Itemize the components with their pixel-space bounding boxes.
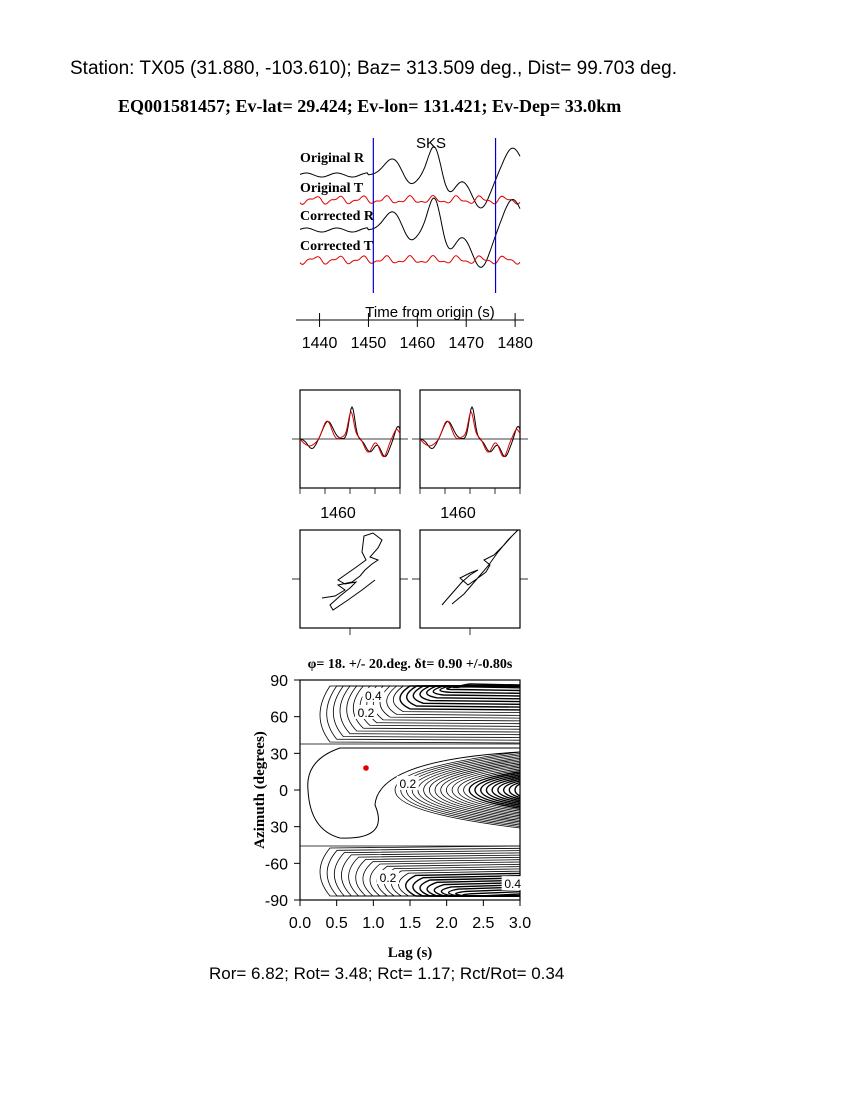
phase-label-sks: SKS [415, 135, 447, 152]
azimuth-tick-label: 30 [270, 746, 288, 764]
splitting-contour [252, 657, 531, 961]
lag-tick-label: 0.0 [288, 915, 312, 932]
particle-motion-trace [322, 533, 382, 610]
contour-line [460, 684, 520, 686]
lag-tick-label: 3.0 [508, 915, 532, 932]
waveform-panel [296, 135, 533, 352]
lag-tick-label: 1.0 [362, 915, 385, 932]
ratio-summary: Ror= 6.82; Rot= 3.48; Rct= 1.17; Rct/Rot= 0.34 [209, 964, 565, 983]
particle-motion-frame [300, 530, 400, 628]
comparison-transverse-trace [300, 412, 400, 457]
contour-value-label: 0.2 [399, 776, 417, 791]
contour-value-label: 0.4 [364, 688, 382, 703]
azimuth-tick-label: 90 [270, 673, 288, 690]
contour-value-label: 0.2 [357, 706, 375, 720]
particle-motion [292, 530, 528, 635]
lag-tick-label: 2.5 [472, 915, 495, 932]
contour-title: φ= 18. +/- 20.deg. δt= 0.90 +/-0.80s [307, 657, 513, 672]
trace-transverse [300, 256, 520, 265]
azimuth-tick-label: -90 [264, 893, 288, 910]
trace-label: Corrected R [300, 209, 374, 224]
time-tick-label: 1460 [399, 335, 436, 352]
trace-label: Original T [300, 181, 364, 196]
trace-label: Original R [300, 151, 365, 166]
azimuth-axis-label: Azimuth (degrees) [252, 731, 268, 849]
time-tick-label: 1450 [350, 335, 387, 352]
particle-motion-trace [442, 530, 518, 605]
waveform-comparison [292, 390, 528, 522]
azimuth-tick-label: -60 [264, 856, 288, 874]
lag-axis-label: Lag (s) [387, 945, 433, 961]
time-tick-label: 1470 [448, 335, 485, 352]
azimuth-tick-label: 0 [279, 783, 288, 800]
lag-tick-label: 1.5 [398, 915, 422, 932]
trace-label: Corrected T [300, 239, 373, 254]
best-fit-point [363, 765, 369, 771]
azimuth-tick-label: 60 [270, 709, 288, 727]
comparison-tick-label: 1460 [440, 505, 476, 522]
time-axis-label: Time from origin (s) [365, 304, 495, 321]
contour-line [515, 784, 520, 796]
comparison-transverse-trace [420, 412, 520, 457]
contour-value-label: 0.4 [504, 877, 522, 892]
azimuth-tick-label: 30 [270, 819, 288, 837]
time-tick-label: 1440 [301, 335, 338, 352]
lag-tick-label: 0.5 [325, 915, 348, 932]
time-tick-label: 1480 [497, 335, 533, 352]
particle-motion-frame [420, 530, 520, 628]
contour-value-label: 0.2 [379, 871, 397, 885]
station-info-title: Station: TX05 (31.880, -103.610); Baz= 313.509 deg., Dist= 99.703 deg. [70, 58, 678, 79]
event-info-title: EQ001581457; Ev-lat= 29.424; Ev-lon= 131.421; Ev-Dep= 33.0km [118, 96, 622, 116]
contour-line [470, 894, 520, 896]
comparison-tick-label: 1460 [320, 505, 356, 522]
lag-tick-label: 2.0 [435, 915, 458, 932]
trace-transverse [300, 196, 520, 205]
